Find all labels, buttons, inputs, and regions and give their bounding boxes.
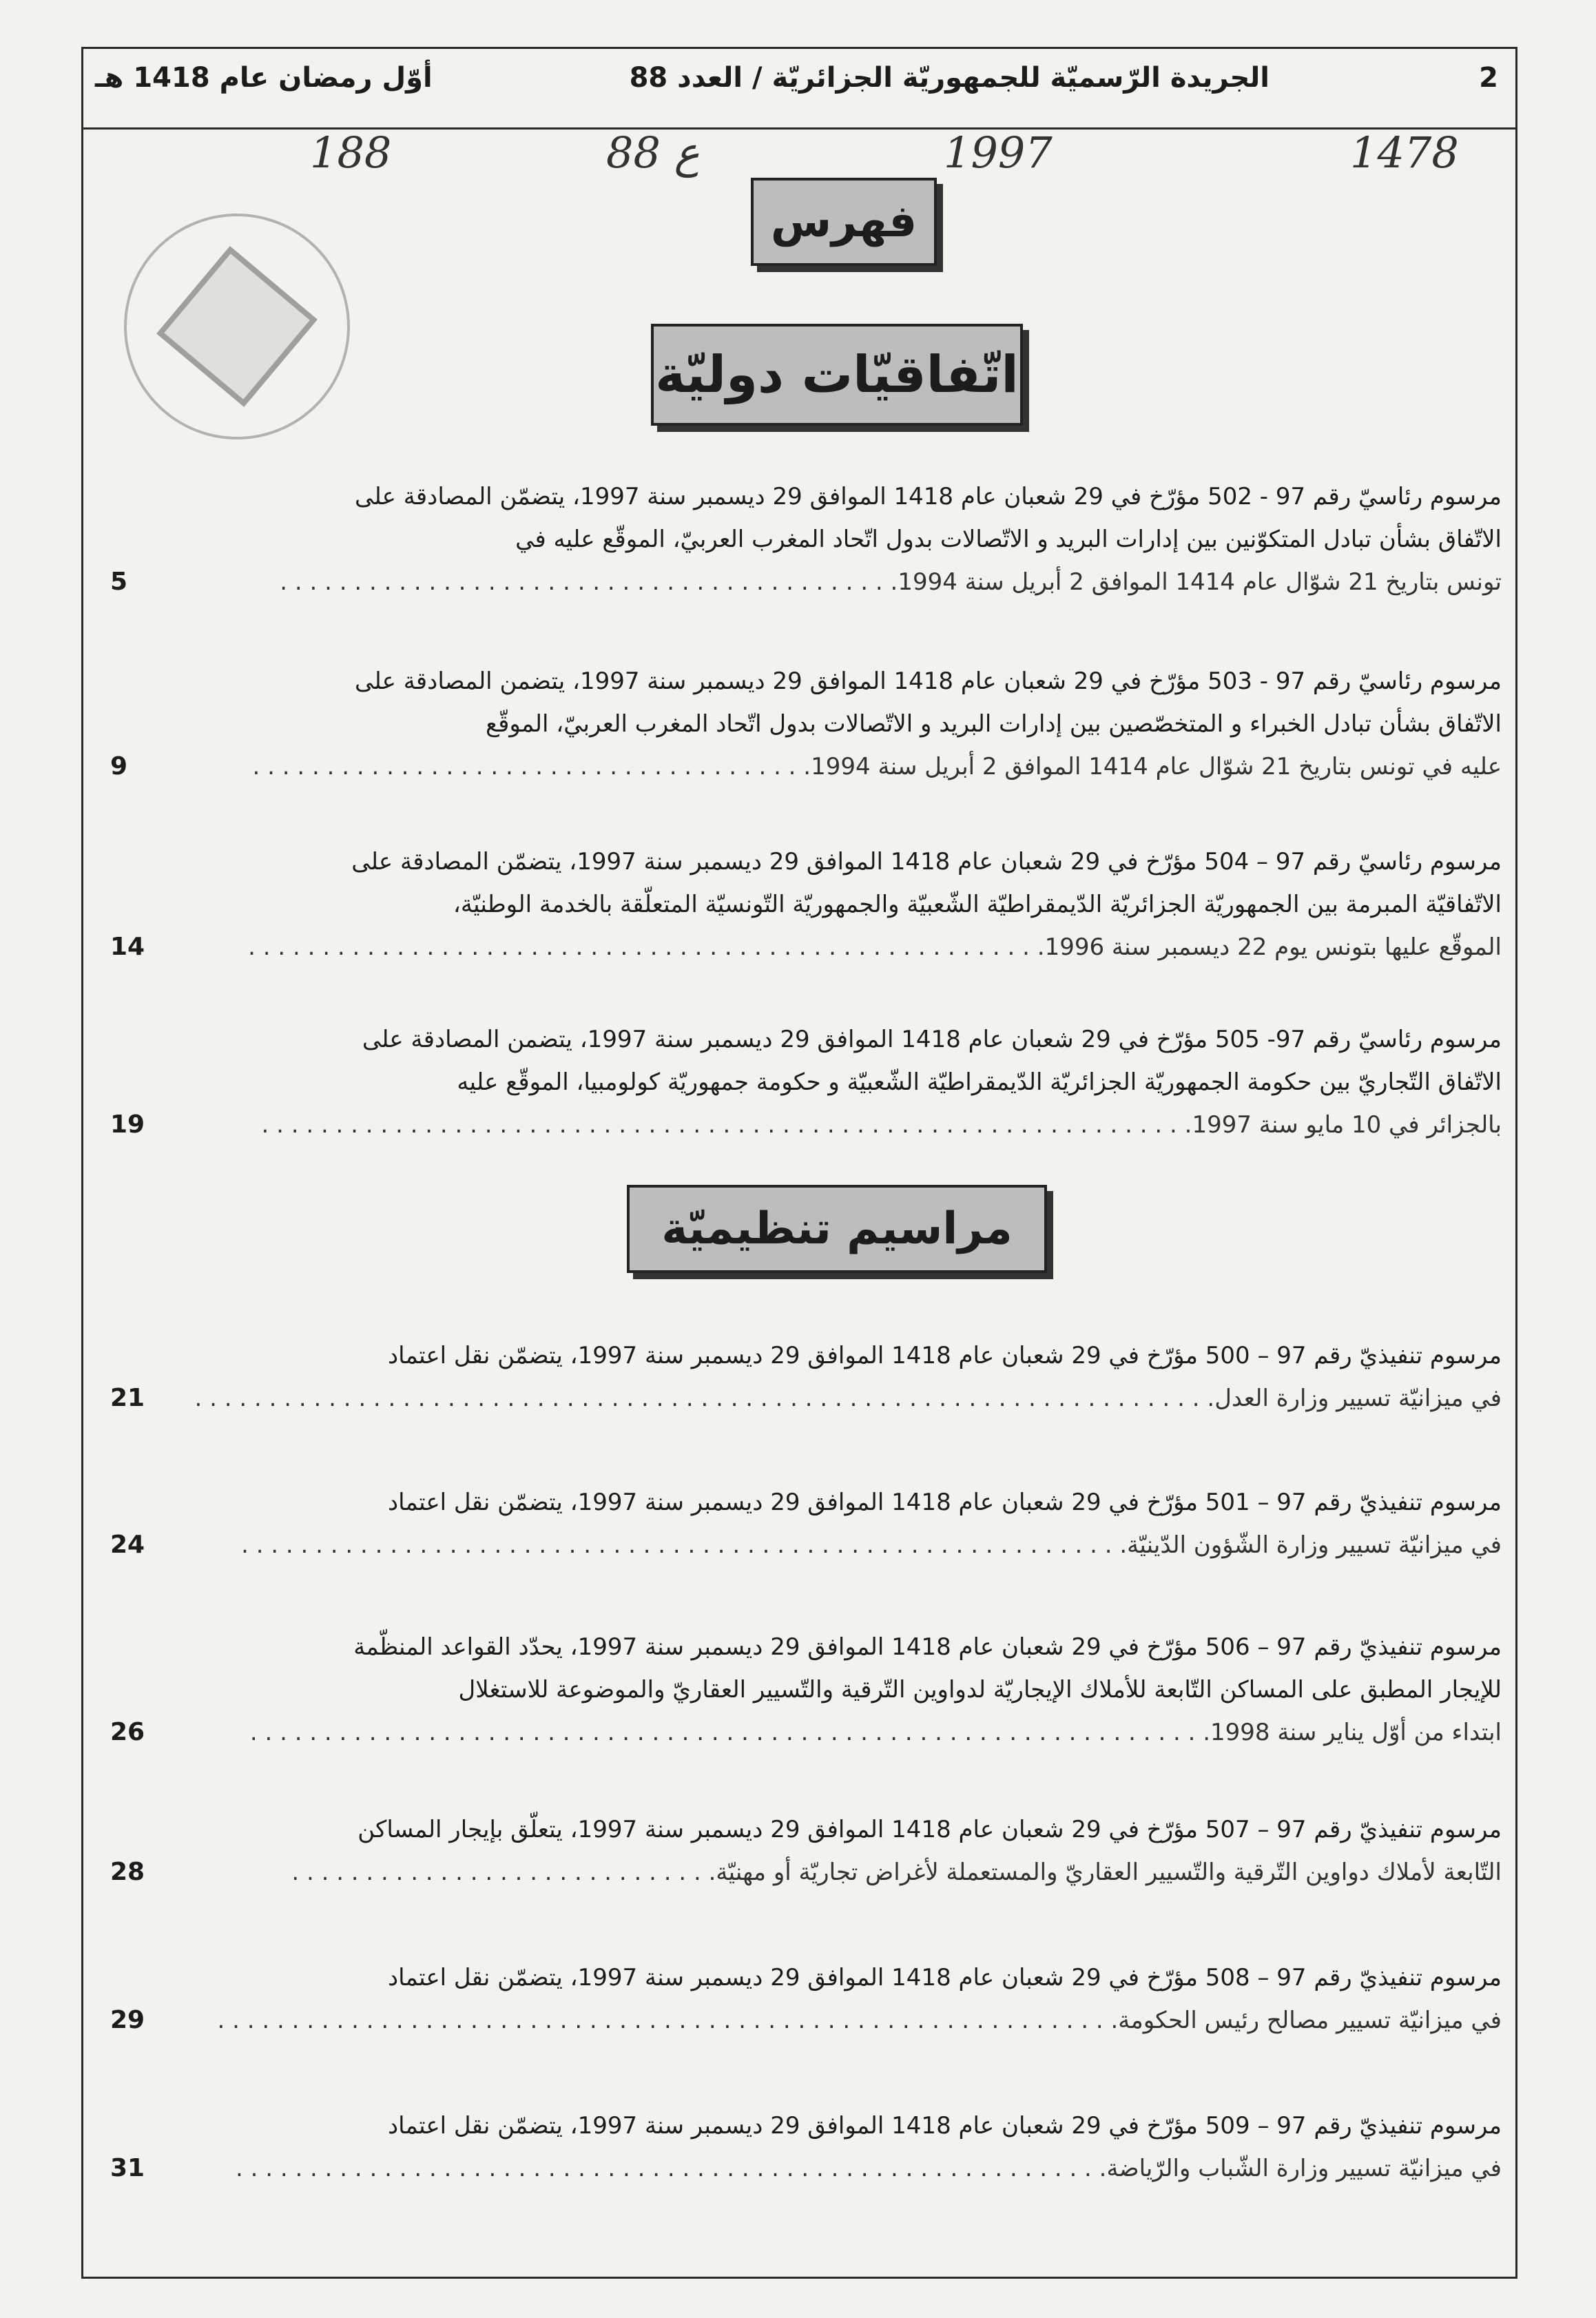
entry-line: مرسوم رئاسيّ رقم 97- 505 مؤرّخ في 29 شعبان عام 1418 الموافق 29 ديسمبر سنة 1997، يتضمن المصادقة على [362,1026,1502,1053]
handwritten-note-3: 88 ع [606,127,700,178]
entry-line: الاتّفاق التّجاريّ بين حكومة الجمهوريّة الجزائريّة الدّيمقراطيّة الشّعبيّة و حكومة جمهوريّة كولومبيا، الموقّع عليه [457,1068,1502,1096]
entry-page-number: 24 [110,1531,145,1559]
toc-entry[interactable] [110,1626,1502,1754]
entry-line: الاتّفاق بشأن تبادل الخبراء و المتخصّصين بين إدارات البريد و الاتّصالات بدول اتّحاد المغرب العربيّ، الموقّع [486,710,1502,738]
toc-entry[interactable] [110,2104,1502,2190]
section-title-international-agreements: اتّفاقيّات دوليّة [651,324,1023,426]
toc-entry[interactable] [110,1018,1502,1146]
entry-page-number: 5 [110,568,128,596]
entry-line: للإيجار المطبق على المساكن التّابعة للأملاك الإيجاريّة لدواوين التّرقية والتّسيير العقاريّ والموضوعة للاستغلال [458,1676,1502,1704]
entry-line: مرسوم رئاسيّ رقم 97 - 502 مؤرّخ في 29 شعبان عام 1418 الموافق 29 ديسمبر سنة 1997، يتضمّن المصادقة على [355,483,1502,510]
page-number: 2 [1479,62,1498,94]
entry-page-number: 26 [110,1718,145,1746]
entry-line: في ميزانيّة تسيير وزارة الشّؤون الدّينيّة. . . . . . . . . . . . . . . . . . . . . . . . . . . . . . . . . . . . . . . . . . . . . . . . . . . . . . . . . . . . [241,1531,1502,1559]
handwritten-note-4: 188 [310,127,392,178]
library-stamp [124,214,350,439]
entry-line: مرسوم رئاسيّ رقم 97 – 504 مؤرّخ في 29 شعبان عام 1418 الموافق 29 ديسمبر سنة 1997، يتضمّن المصادقة على [351,848,1502,876]
toc-entry[interactable] [110,1808,1502,1894]
entry-page-number: 31 [110,2154,145,2182]
entry-page-number: 21 [110,1384,145,1412]
entry-line: في ميزانيّة تسيير وزارة الشّباب والرّياضة. . . . . . . . . . . . . . . . . . . . . . . . . . . . . . . . . . . . . . . . . . . . . . . . . . . . . . . . . . . [235,2155,1502,2182]
toc-entry[interactable] [110,1481,1502,1566]
issue-date: أوّل رمضان عام 1418 هـ [95,62,433,94]
entry-line: التّابعة لأملاك دواوين التّرقية والتّسيير العقاريّ والمستعملة لأغراض تجاريّة أو مهنيّة. . . . . . . . . . . . . . . . . . . . . . . . . . . . . [291,1859,1502,1886]
journal-title: الجريدة الرّسميّة للجمهوريّة الجزائريّة / العدد 88 [629,62,1269,94]
entry-line: بالجزائر في 10 مايو سنة 1997. . . . . . . . . . . . . . . . . . . . . . . . . . . . . . . . . . . . . . . . . . . . . . . . . . . . . . . . . . . . . . . [261,1111,1502,1139]
entry-line: في ميزانيّة تسيير وزارة العدل. . . . . . . . . . . . . . . . . . . . . . . . . . . . . . . . . . . . . . . . . . . . . . . . . . . . . . . . . . . . . . . . . . . . . [194,1385,1502,1412]
toc-entry[interactable] [110,475,1502,603]
entry-page-number: 29 [110,2006,145,2034]
entry-line: تونس بتاريخ 21 شوّال عام 1414 الموافق 2 أبريل سنة 1994. . . . . . . . . . . . . . . . . . . . . . . . . . . . . . . . . . . . . . . . . . [280,568,1502,596]
toc-entry[interactable] [110,1334,1502,1420]
entry-line: عليه في تونس بتاريخ 21 شوّال عام 1414 الموافق 2 أبريل سنة 1994. . . . . . . . . . . . . . . . . . . . . . . . . . . . . . . . . . . . . . [252,753,1502,780]
entry-line: الموقّع عليها بتونس يوم 22 ديسمبر سنة 1996. . . . . . . . . . . . . . . . . . . . . . . . . . . . . . . . . . . . . . . . . . . . . . . . . . . . . . [248,933,1502,961]
toc-entry[interactable] [110,1956,1502,2042]
entry-line: مرسوم تنفيذيّ رقم 97 – 500 مؤرّخ في 29 شعبان عام 1418 الموافق 29 ديسمبر سنة 1997، يتضمّن نقل اعتماد [387,1342,1502,1369]
entry-page-number: 28 [110,1858,145,1886]
entry-line: الاتّفاق بشأن تبادل المتكوّنين بين إدارات البريد و الاتّصالات بدول اتّحاد المغرب العربيّ، الموقّع عليه في [515,526,1502,553]
entry-line: مرسوم تنفيذيّ رقم 97 – 508 مؤرّخ في 29 شعبان عام 1418 الموافق 29 ديسمبر سنة 1997، يتضمّن نقل اعتماد [387,1964,1502,1991]
page-header [81,47,1517,130]
index-title: فهرس [751,178,937,266]
entry-line: مرسوم تنفيذيّ رقم 97 – 509 مؤرّخ في 29 شعبان عام 1418 الموافق 29 ديسمبر سنة 1997، يتضمّن نقل اعتماد [387,2112,1502,2140]
handwritten-note-2: 1997 [944,127,1053,178]
entry-line: الاتّفاقيّة المبرمة بين الجمهوريّة الجزائريّة الدّيمقراطيّة الشّعبيّة والجمهوريّة التّونسيّة المتعلّقة بالخدمة الوطنيّة، [453,891,1502,918]
entry-line: في ميزانيّة تسيير مصالح رئيس الحكومة. . . . . . . . . . . . . . . . . . . . . . . . . . . . . . . . . . . . . . . . . . . . . . . . . . . . . . . . . . . . . [217,2007,1502,2034]
entry-line: مرسوم تنفيذيّ رقم 97 – 507 مؤرّخ في 29 شعبان عام 1418 الموافق 29 ديسمبر سنة 1997، يتعلّق بإيجار المساكن [357,1816,1502,1843]
handwritten-note-1: 1478 [1350,127,1459,178]
entry-page-number: 14 [110,933,145,961]
entry-line: مرسوم تنفيذيّ رقم 97 – 501 مؤرّخ في 29 شعبان عام 1418 الموافق 29 ديسمبر سنة 1997، يتضمّن نقل اعتماد [387,1489,1502,1516]
toc-entry[interactable] [110,660,1502,788]
entry-line: ابتداء من أوّل يناير سنة 1998. . . . . . . . . . . . . . . . . . . . . . . . . . . . . . . . . . . . . . . . . . . . . . . . . . . . . . . . . . . . . . . . . [249,1719,1502,1746]
entry-line: مرسوم رئاسيّ رقم 97 - 503 مؤرّخ في 29 شعبان عام 1418 الموافق 29 ديسمبر سنة 1997، يتضمن المصادقة على [355,668,1502,695]
entry-line: مرسوم تنفيذيّ رقم 97 – 506 مؤرّخ في 29 شعبان عام 1418 الموافق 29 ديسمبر سنة 1997، يحدّد القواعد المنظّمة [353,1633,1502,1661]
entry-page-number: 19 [110,1110,145,1139]
section-title-regulatory-decrees: مراسيم تنظيميّة [627,1185,1047,1273]
entry-page-number: 9 [110,752,128,780]
toc-entry[interactable] [110,840,1502,969]
